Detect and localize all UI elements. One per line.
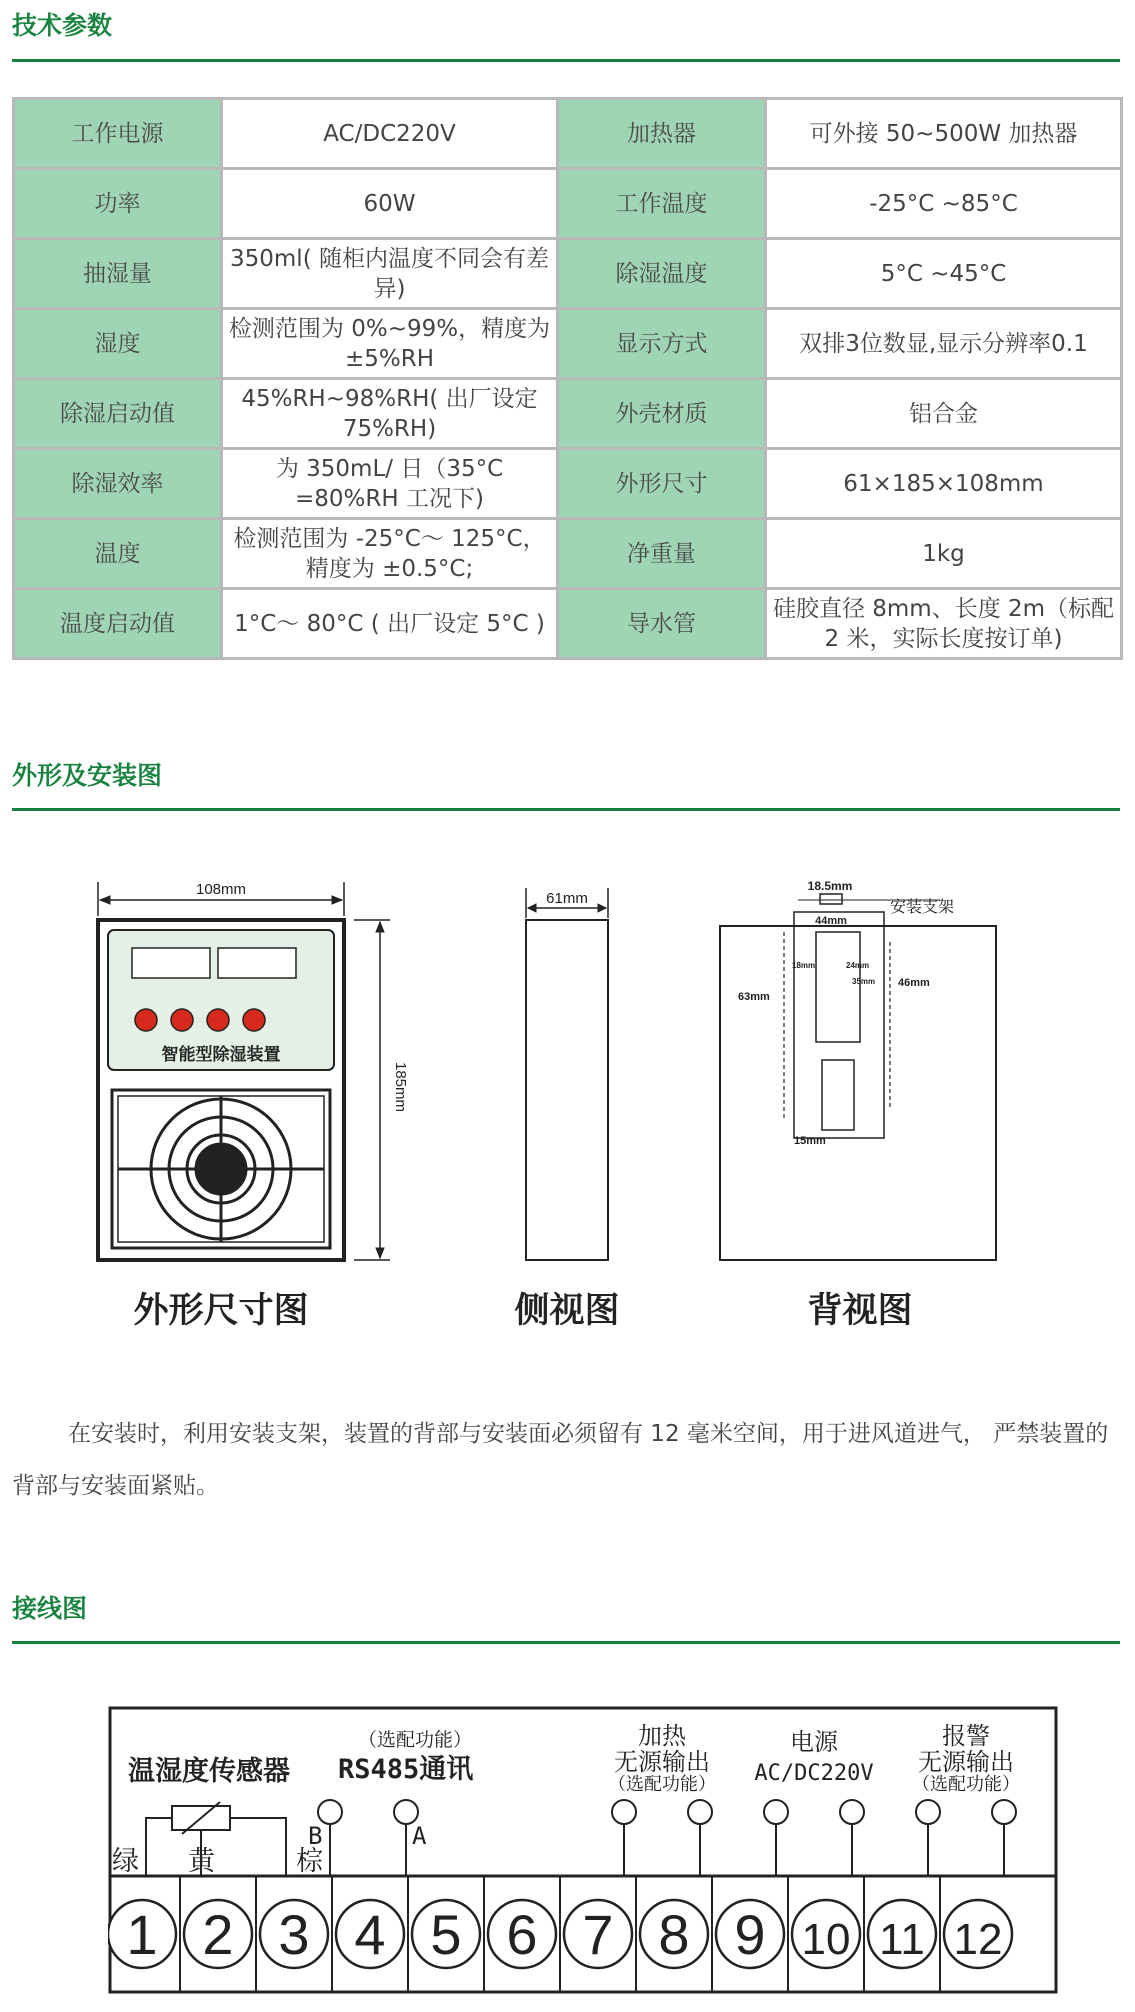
param-row bbox=[14, 589, 1122, 659]
param-row bbox=[14, 99, 1122, 169]
param-value: 1°C～ 80°C ( 出厂设定 5°C ) bbox=[222, 589, 558, 659]
back-15-label: 15mm bbox=[794, 1135, 826, 1147]
wiring-diagram bbox=[108, 1706, 1058, 1996]
param-row bbox=[14, 309, 1122, 379]
param-value: 可外接 50~500W 加热器 bbox=[766, 99, 1122, 169]
param-key: 导水管 bbox=[558, 589, 766, 659]
terminal-number: 1 bbox=[126, 1903, 158, 1966]
param-key: 外壳材质 bbox=[558, 379, 766, 449]
section-title-params: 技术参数 bbox=[12, 11, 113, 40]
heat-note: （选配功能） bbox=[608, 1774, 716, 1795]
terminal-number: 6 bbox=[506, 1903, 538, 1966]
back-bracket-label: 安装支架 bbox=[890, 897, 955, 916]
param-key: 抽湿量 bbox=[14, 239, 222, 309]
param-key: 温度启动值 bbox=[14, 589, 222, 659]
param-value: 61×185×108mm bbox=[766, 449, 1122, 519]
param-value: 双排3位数显,显示分辨率0.1 bbox=[766, 309, 1122, 379]
param-row bbox=[14, 379, 1122, 449]
param-row bbox=[14, 519, 1122, 589]
heat-sub: 无源输出 bbox=[614, 1748, 710, 1776]
side-width-label: 61mm bbox=[546, 890, 588, 907]
param-key: 除湿效率 bbox=[14, 449, 222, 519]
terminal-number: 2 bbox=[202, 1903, 234, 1966]
back-caption: 背视图 bbox=[807, 1291, 913, 1331]
pin-b-label: B bbox=[308, 1822, 323, 1850]
alarm-note: （选配功能） bbox=[912, 1774, 1020, 1795]
param-value: 硅胶直径 8mm、长度 2m（标配 2 米，实际长度按订单) bbox=[766, 589, 1122, 659]
params-table bbox=[12, 97, 1123, 660]
param-key: 温度 bbox=[14, 519, 222, 589]
terminal-block bbox=[108, 1876, 1012, 1992]
terminal-number: 3 bbox=[278, 1903, 310, 1966]
wire-brown: 棕 bbox=[296, 1846, 323, 1877]
install-note: 在安装时，利用安装支架，装置的背部与安装面必须留有 12 毫米空间，用于进风道进气， 严禁装置的背部与安装面紧贴。 bbox=[12, 1421, 1109, 1499]
sensor-label: 温湿度传感器 bbox=[128, 1756, 290, 1787]
alarm-label: 报警 bbox=[942, 1722, 990, 1750]
param-value: 1kg bbox=[766, 519, 1122, 589]
param-key: 外形尺寸 bbox=[558, 449, 766, 519]
wire-yellow: 黄 bbox=[188, 1846, 215, 1877]
param-key: 除湿温度 bbox=[558, 239, 766, 309]
section-title-shape: 外形及安装图 bbox=[12, 761, 163, 790]
terminal-number: 11 bbox=[879, 1915, 925, 1964]
pin-a-label: A bbox=[412, 1822, 427, 1850]
terminal-number: 10 bbox=[801, 1915, 851, 1964]
param-row bbox=[14, 169, 1122, 239]
param-key: 显示方式 bbox=[558, 309, 766, 379]
param-value: 检测范围为 -25°C～ 125°C，精度为 ±0.5°C; bbox=[222, 519, 558, 589]
front-panel-text: 智能型除湿装置 bbox=[161, 1045, 281, 1065]
param-key: 加热器 bbox=[558, 99, 766, 169]
back-24-label: 24mm bbox=[846, 961, 870, 970]
side-caption: 侧视图 bbox=[514, 1291, 620, 1331]
param-value: 45%RH~98%RH( 出厂设定 75%RH) bbox=[222, 379, 558, 449]
side-view bbox=[526, 888, 608, 1260]
param-row bbox=[14, 239, 1122, 309]
param-value: -25°C ~85°C bbox=[766, 169, 1122, 239]
param-row bbox=[14, 449, 1122, 519]
param-value: 铝合金 bbox=[766, 379, 1122, 449]
param-key: 工作电源 bbox=[14, 99, 222, 169]
terminal-number: 9 bbox=[734, 1903, 766, 1966]
terminal-number: 4 bbox=[354, 1903, 386, 1966]
front-width-label: 108mm bbox=[195, 881, 247, 898]
param-value: 350ml( 随柜内温度不同会有差异) bbox=[222, 239, 558, 309]
back-18-label: 18mm bbox=[792, 961, 816, 970]
installation-diagram bbox=[90, 872, 1050, 1332]
terminal-number: 5 bbox=[430, 1903, 462, 1966]
param-key: 湿度 bbox=[14, 309, 222, 379]
power-label: 电源 bbox=[790, 1728, 838, 1756]
front-view bbox=[98, 882, 390, 1260]
param-key: 工作温度 bbox=[558, 169, 766, 239]
heat-label: 加热 bbox=[638, 1722, 686, 1750]
param-value: 为 350mL/ 日（35°C =80%RH 工况下) bbox=[222, 449, 558, 519]
param-key: 功率 bbox=[14, 169, 222, 239]
rs485-label: RS485通讯 bbox=[338, 1754, 474, 1785]
alarm-sub: 无源输出 bbox=[918, 1748, 1014, 1776]
front-height-label: 185mm bbox=[392, 1062, 409, 1113]
back-46-label: 46mm bbox=[898, 977, 930, 989]
section-rule bbox=[12, 808, 1120, 811]
section-rule bbox=[12, 59, 1120, 62]
back-top-label: 18.5mm bbox=[807, 879, 853, 893]
power-sub: AC/DC220V bbox=[754, 1761, 874, 1786]
section-title-wiring: 接线图 bbox=[12, 1594, 88, 1623]
wire-green: 绿 bbox=[112, 1846, 139, 1877]
param-value: 60W bbox=[222, 169, 558, 239]
front-caption: 外形尺寸图 bbox=[133, 1291, 309, 1331]
terminal-number: 8 bbox=[658, 1903, 690, 1966]
terminal-number: 7 bbox=[582, 1903, 614, 1966]
terminal-number: 12 bbox=[953, 1915, 1003, 1964]
section-rule bbox=[12, 1641, 1120, 1644]
back-view bbox=[720, 894, 996, 1260]
rs485-note: （选配功能） bbox=[358, 1729, 473, 1751]
param-value: 5°C ~45°C bbox=[766, 239, 1122, 309]
param-value: 检测范围为 0%~99%，精度为 ±5%RH bbox=[222, 309, 558, 379]
back-44-label: 44mm bbox=[815, 915, 847, 927]
param-key: 净重量 bbox=[558, 519, 766, 589]
back-35-label: 35mm bbox=[852, 977, 876, 986]
param-key: 除湿启动值 bbox=[14, 379, 222, 449]
param-value: AC/DC220V bbox=[222, 99, 558, 169]
back-63-label: 63mm bbox=[738, 991, 770, 1003]
